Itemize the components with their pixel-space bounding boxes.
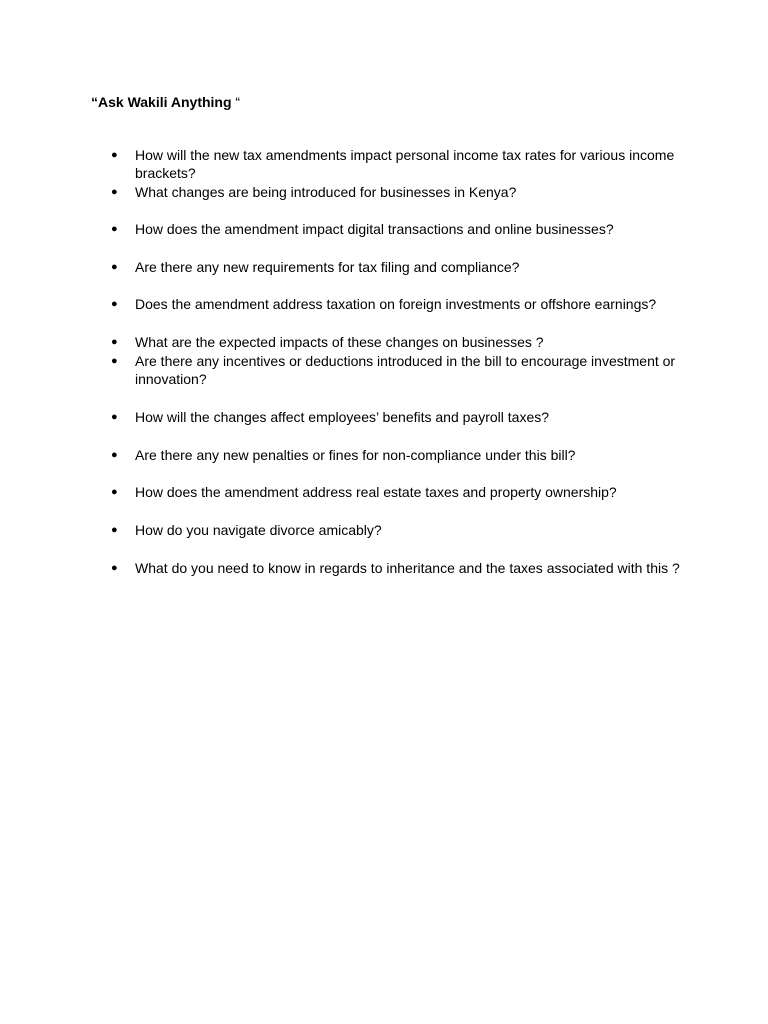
question-text: What do you need to know in regards to inheritance and the taxes associated with this ? <box>135 560 680 576</box>
bullet-icon: ● <box>111 486 118 498</box>
document-title <box>91 93 240 111</box>
document-title-closing-quote: “ <box>231 94 241 110</box>
question-text: How will the changes affect employees’ benefits and payroll taxes? <box>135 409 550 425</box>
bullet-icon: ● <box>111 149 118 161</box>
bullet-icon: ● <box>111 186 118 198</box>
bullet-icon: ● <box>111 261 118 273</box>
bullet-icon: ● <box>111 298 118 310</box>
question-text: Does the amendment address taxation on foreign investments or offshore earnings? <box>135 296 657 312</box>
question-text: How does the amendment impact digital transactions and online businesses? <box>135 221 614 237</box>
question-text: Are there any new requirements for tax filing and compliance? <box>135 259 520 275</box>
question-text: What are the expected impacts of these changes on businesses ? <box>135 334 544 350</box>
document-title-bold: “Ask Wakili Anything <box>91 94 232 110</box>
bullet-icon: ● <box>111 355 118 367</box>
bullet-icon: ● <box>111 411 118 423</box>
question-text: How will the new tax amendments impact personal income tax rates for various income brackets? <box>135 147 675 181</box>
question-text: What changes are being introduced for businesses in Kenya? <box>135 184 517 200</box>
bullet-icon: ● <box>111 449 118 461</box>
bullet-icon: ● <box>111 562 118 574</box>
bullet-icon: ● <box>111 524 118 536</box>
question-text: Are there any incentives or deductions introduced in the bill to encourage investment or innovation? <box>135 353 676 387</box>
question-text: How do you navigate divorce amicably? <box>135 522 382 538</box>
bullet-icon: ● <box>111 223 118 235</box>
bullet-icon: ● <box>111 336 118 348</box>
question-text: Are there any new penalties or fines for non-compliance under this bill? <box>135 447 576 463</box>
question-text: How does the amendment address real estate taxes and property ownership? <box>135 484 617 500</box>
